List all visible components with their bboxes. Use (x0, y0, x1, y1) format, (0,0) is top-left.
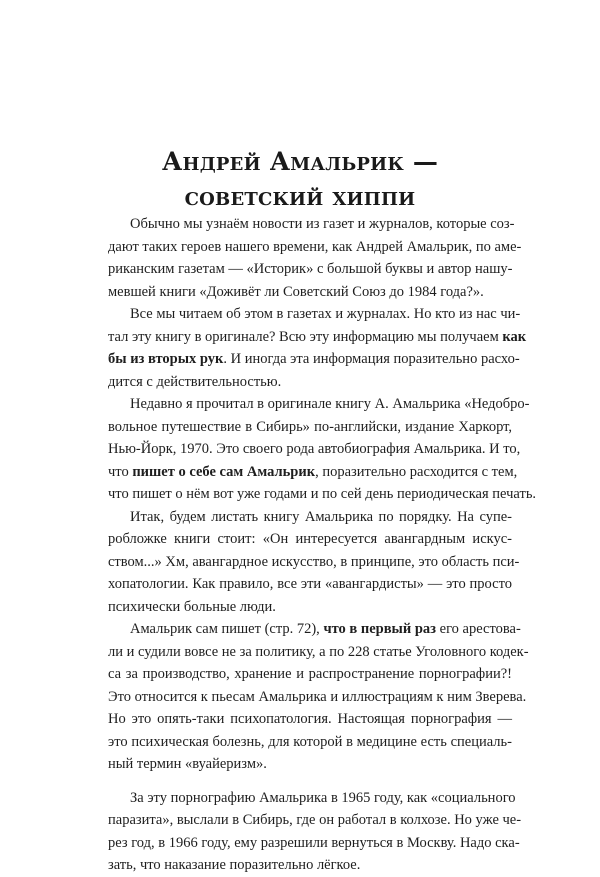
text-run: тал эту книгу в оригинале? Всю эту информацию мы получаем (108, 328, 503, 345)
text-line: Нью-Йорк, 1970. Это своего рода автобиография Амальрика. И то, (108, 441, 521, 457)
chapter-title-line-1: Андрей Амальрик — (161, 147, 439, 176)
chapter-title (0, 144, 600, 214)
text-line: За эту порнографию Амальрика в 1965 году, как «социального (130, 789, 516, 806)
text-line: са за производство, хранение и распространение порнографии?! (108, 666, 512, 682)
text-line: дится с действительностью. (108, 373, 282, 390)
text-line: это психическая болезнь, для которой в медицине есть специаль- (108, 733, 512, 750)
paragraph-5 (108, 618, 529, 776)
paragraph-6 (108, 787, 522, 877)
bold-phrase: как (502, 328, 527, 345)
text-line (108, 618, 521, 641)
text-line: Недавно я прочитал в оригинале книгу А. Амальрика «Недобро- (130, 396, 530, 412)
text-line: ный термин «вуайеризм». (108, 756, 267, 772)
text-line: ли и судили вовсе не за политику, а по 228 статье Уголовного кодек- (108, 643, 529, 660)
text-run: его арестова- (436, 621, 521, 637)
text-line: ством...» Хм, авангардное искусство, в принципе, это область пси- (108, 553, 520, 570)
paragraph-1 (108, 213, 522, 303)
text-line: Но это опять-таки психопатология. Настоящая порнография — (108, 711, 512, 727)
text-line: Обычно мы узнаём новости из газет и журналов, которые соз- (130, 216, 515, 232)
text-line (108, 348, 520, 371)
text-line: паразита», выслали в Сибирь, где он работал в колхозе. Но уже че- (108, 812, 522, 828)
chapter-title-line-2: советский хиппи (184, 182, 416, 211)
text-line: вольное путешествие в Сибирь» по-английски, издание Харкорт, (108, 418, 512, 435)
chapter-body (108, 213, 537, 877)
text-line: психически больные люди. (108, 598, 276, 615)
text-line: мевшей книги «Доживёт ли Советский Союз до 1984 года?». (108, 283, 484, 300)
text-line: риканским газетам — «Историк» с большой буквы и автор нашу- (108, 261, 513, 277)
bold-phrase: что в первый раз (323, 621, 437, 637)
text-run: . И иногда эта информация поразительно расхо- (223, 351, 520, 367)
text-line: что пишет о нём вот уже годами и по сей день периодическая печать. (108, 486, 537, 502)
text-line: Все мы читаем об этом в газетах и журналах. Но кто из нас чи- (130, 306, 521, 322)
paragraph-4 (108, 506, 520, 619)
text-line: Это относится к пьесам Амальрика и иллюстрациям к ним Зверева. (108, 688, 527, 705)
text-line (108, 326, 527, 349)
text-line: зать, что наказание поразительно лёгкое. (108, 857, 361, 873)
text-run: , поразительно расходится с тем, (315, 463, 518, 480)
text-line: Итак, будем листать книгу Амальрика по порядку. На супе- (130, 508, 512, 525)
text-line (108, 461, 518, 484)
text-run: Амальрик сам пишет (стр. 72), (130, 621, 324, 637)
text-run: что (108, 463, 133, 480)
paragraph-3 (108, 393, 537, 506)
text-line: хопатологии. Как правило, все эти «авангардисты» — это просто (108, 576, 512, 592)
paragraph-2 (108, 303, 527, 393)
bold-phrase: бы из вторых рук (108, 351, 224, 367)
text-line: робложке книги стоит: «Он интересуется авангардным искус- (108, 531, 512, 547)
bold-phrase: пишет о себе сам Амальрик (132, 463, 316, 480)
text-line: дают таких героев нашего времени, как Андрей Амальрик, по аме- (108, 238, 522, 255)
text-line: рез год, в 1966 году, ему разрешили вернуться в Москву. Надо ска- (108, 834, 520, 851)
